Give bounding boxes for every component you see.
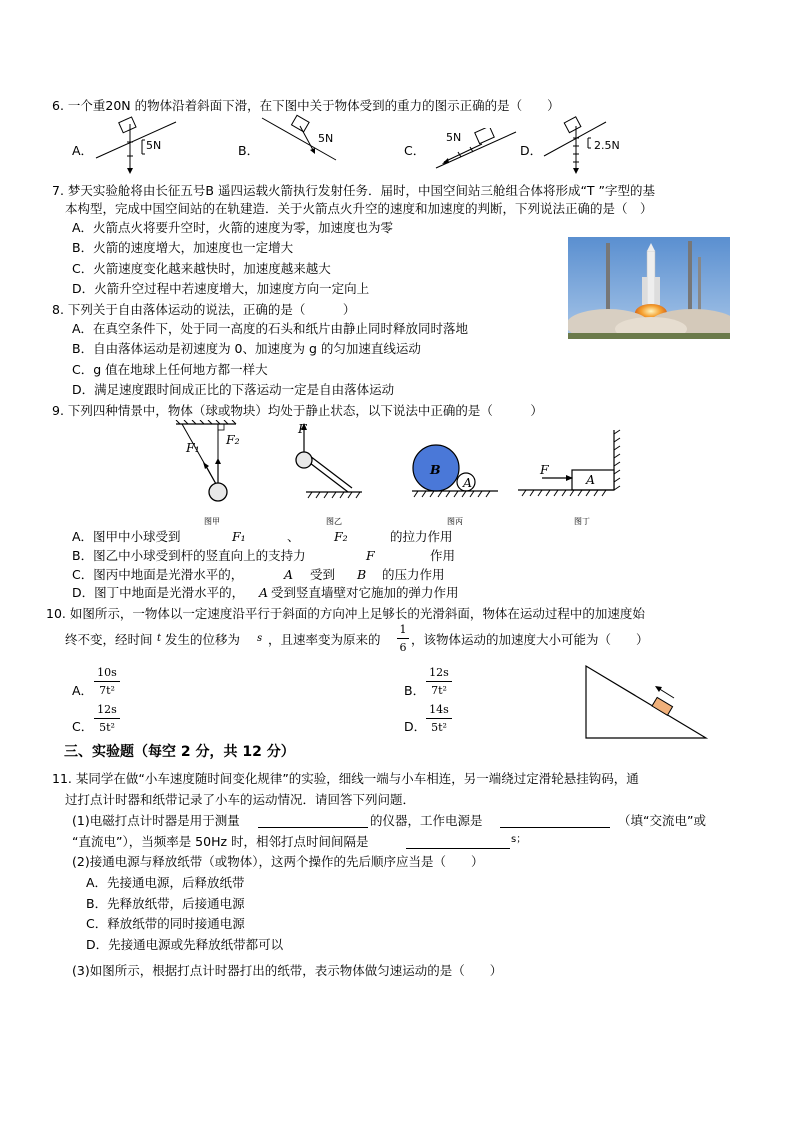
q7-stem-line1: 7. 梦天实验舱将由长征五号B 遥四运载火箭执行发射任务．届时，中国空间站三舱组合体将形成“T ”字型的基 xyxy=(52,183,656,198)
q10-option-d-den: 5t² xyxy=(431,721,447,734)
q9-fig-jia-f2: F₂ xyxy=(226,432,240,447)
q6-fig-a xyxy=(92,116,182,176)
q6-option-d-force: 2.5N xyxy=(594,139,620,152)
rocket-launch-photo xyxy=(568,237,730,339)
q11-stem-line2: 过打点计时器和纸带记录了小车的运动情况．请回答下列问题． xyxy=(65,792,416,807)
q6-option-b-force: 5N xyxy=(318,132,334,145)
q9-fig-yi-label: 图乙 xyxy=(326,517,342,526)
q9-fig-jia-f1: F₁ xyxy=(186,440,200,455)
q9-fig-ding-a: A xyxy=(586,472,596,487)
q6-option-d-label: D． xyxy=(520,143,543,158)
q7-stem-line2: 本构型，完成中国空间站的在轨建造．关于火箭点火升空的速度和加速度的判断，下列说法正确的是（ ） xyxy=(65,201,653,216)
q9-fig-jia xyxy=(172,420,252,512)
q10-option-a-den: 7t² xyxy=(99,684,115,697)
q10-option-d-label: D． xyxy=(404,719,427,734)
section-3-heading: 三、实验题（每空 2 分，共 12 分） xyxy=(64,744,295,760)
q10-option-d-num: 14s xyxy=(429,703,449,716)
q9-fig-yi-f: F xyxy=(298,421,307,436)
q9-fig-jia-label: 图甲 xyxy=(204,517,220,526)
q9-option-b-f: F xyxy=(366,548,375,563)
q9-option-d-pre: D．图丁中地面是光滑水平的， xyxy=(72,585,245,600)
q10-option-b-fraction xyxy=(426,666,452,697)
q11-p1-b: 的仪器，工作电源是 xyxy=(370,813,483,828)
q10-fraction-den: 6 xyxy=(399,641,407,654)
q9-option-c-mid2: 的压力作用 xyxy=(382,567,445,582)
q11-p2-option-a: A．先接通电源，后释放纸带 xyxy=(86,875,245,890)
q8-option-c: C．g 值在地球上任何地方都一样大 xyxy=(72,362,268,377)
q11-p1-e: s； xyxy=(511,834,527,845)
q9-option-b-pre: B．图乙中小球受到杆的竖直向上的支持力 xyxy=(72,548,306,563)
q10-s-symbol: s xyxy=(257,633,263,644)
q9-fig-ding-label: 图丁 xyxy=(574,517,590,526)
q11-p1-a: (1)电磁打点计时器是用于测量 xyxy=(72,813,240,828)
q10-stem-line2b: 发生的位移为 xyxy=(165,632,241,647)
q10-stem-line2c: ，且速率变为原来的 xyxy=(268,632,381,647)
q11-blank-measure[interactable] xyxy=(258,813,368,828)
q9-fig-ding xyxy=(516,428,622,502)
q7-option-d: D．火箭升空过程中若速度增大，加速度方向一定向上 xyxy=(72,281,370,296)
q11-p2-option-b: B．先释放纸带，后接通电源 xyxy=(86,896,245,911)
q11-p2: (2)接通电源与释放纸带（或物体），这两个操作的先后顺序应当是（ ） xyxy=(72,854,484,869)
q10-option-a-num: 10s xyxy=(97,666,117,679)
q9-option-c-b: B xyxy=(357,567,367,582)
q11-p3: (3)如图所示，根据打点计时器打出的纸带，表示物体做匀速运动的是（ ） xyxy=(72,963,503,978)
q10-option-c-num: 12s xyxy=(97,703,117,716)
q11-blank-power-source[interactable] xyxy=(500,813,610,828)
q9-option-a-f1: F₁ xyxy=(232,529,246,544)
q8-stem: 8. 下列关于自由落体运动的说法，正确的是（ ） xyxy=(52,302,356,317)
q10-option-b-den: 7t² xyxy=(431,684,447,697)
q10-option-a-fraction xyxy=(94,666,120,697)
q7-option-b: B．火箭的速度增大，加速度也一定增大 xyxy=(72,240,294,255)
q9-stem: 9. 下列四种情景中，物体（球或物块）均处于静止状态，以下说法中正确的是（ ） xyxy=(52,403,543,418)
q9-option-a-f2: F₂ xyxy=(334,529,348,544)
q9-fig-ding-f: F xyxy=(540,462,549,477)
q8-option-d: D．满足速度跟时间成正比的下落运动一定是自由落体运动 xyxy=(72,382,395,397)
q10-option-c-den: 5t² xyxy=(99,721,115,734)
q10-stem-line2d: ，该物体运动的加速度大小可能为（ ） xyxy=(411,632,649,647)
q10-stem-line2a: 终不变，经时间 xyxy=(65,632,153,647)
q9-fig-bing-label: 图丙 xyxy=(447,517,463,526)
q6-option-a-force: 5N xyxy=(146,139,162,152)
q6-fig-b xyxy=(258,114,348,164)
q9-option-d-post: 受到竖直墙壁对它施加的弹力作用 xyxy=(271,585,459,600)
q10-fraction-one-sixth xyxy=(397,623,409,654)
q8-option-a: A．在真空条件下，处于同一高度的石头和纸片由静止同时释放同时落地 xyxy=(72,321,469,336)
q11-p1-c: （填“交流电”或 xyxy=(618,813,706,828)
q9-fig-bing-b: B xyxy=(430,462,441,477)
q11-p1-d: “直流电”），当频率是 50Hz 时，相邻打点时间间隔是 xyxy=(72,834,369,849)
q10-fraction-num: 1 xyxy=(399,623,407,636)
q10-option-d-fraction xyxy=(426,703,452,734)
q10-option-b-label: B． xyxy=(404,683,426,698)
q10-option-a-label: A． xyxy=(72,683,94,698)
q7-option-c: C．火箭速度变化越来越快时，加速度越来越大 xyxy=(72,261,331,276)
q10-incline-figure xyxy=(582,662,712,742)
q11-stem-line1: 11. 某同学在做“小车速度随时间变化规律”的实验，细线一端与小车相连，另一端绕过定滑轮悬挂钩码，通 xyxy=(52,771,639,786)
q9-option-a-pre: A．图甲中小球受到 xyxy=(72,529,181,544)
q10-option-b-num: 12s xyxy=(429,666,449,679)
q9-fig-yi xyxy=(284,420,364,500)
q9-option-c-pre: C．图丙中地面是光滑水平的， xyxy=(72,567,244,582)
q6-option-c-force: 5N xyxy=(446,131,462,144)
q11-p2-option-d: D．先接通电源或先释放纸带都可以 xyxy=(86,937,284,952)
q6-option-c-label: C． xyxy=(404,143,426,158)
q10-option-c-label: C． xyxy=(72,719,94,734)
q6-option-b-label: B． xyxy=(238,143,260,158)
q10-stem-line1: 10. 如图所示，一物体以一定速度沿平行于斜面的方向冲上足够长的光滑斜面，物体在运动过程中的加速度始 xyxy=(46,606,645,621)
q6-option-a-label: A． xyxy=(72,143,94,158)
q8-option-b: B．自由落体运动是初速度为 0、加速度为 g 的匀加速直线运动 xyxy=(72,341,421,356)
q10-option-c-fraction xyxy=(94,703,120,734)
q9-option-a-post: 的拉力作用 xyxy=(390,529,453,544)
q9-fig-bing xyxy=(410,444,500,502)
q9-option-d-a: A xyxy=(259,585,269,600)
q9-option-a-mid: 、 xyxy=(287,529,300,544)
q11-p2-option-c: C．释放纸带的同时接通电源 xyxy=(86,916,245,931)
q7-option-a: A．火箭点火将要升空时，火箭的速度为零，加速度也为零 xyxy=(72,220,394,235)
q9-option-c-mid1: 受到 xyxy=(310,567,336,582)
q11-blank-interval[interactable] xyxy=(406,834,510,849)
q6-stem: 6. 一个重20N 的物体沿着斜面下滑，在下图中关于物体受到的重力的图示正确的是（ ） xyxy=(52,98,560,113)
q9-option-b-post: 作用 xyxy=(430,548,456,563)
q9-option-c-a: A xyxy=(284,567,294,582)
q9-fig-bing-a: A xyxy=(463,475,473,490)
q10-t-symbol: t xyxy=(157,633,162,644)
